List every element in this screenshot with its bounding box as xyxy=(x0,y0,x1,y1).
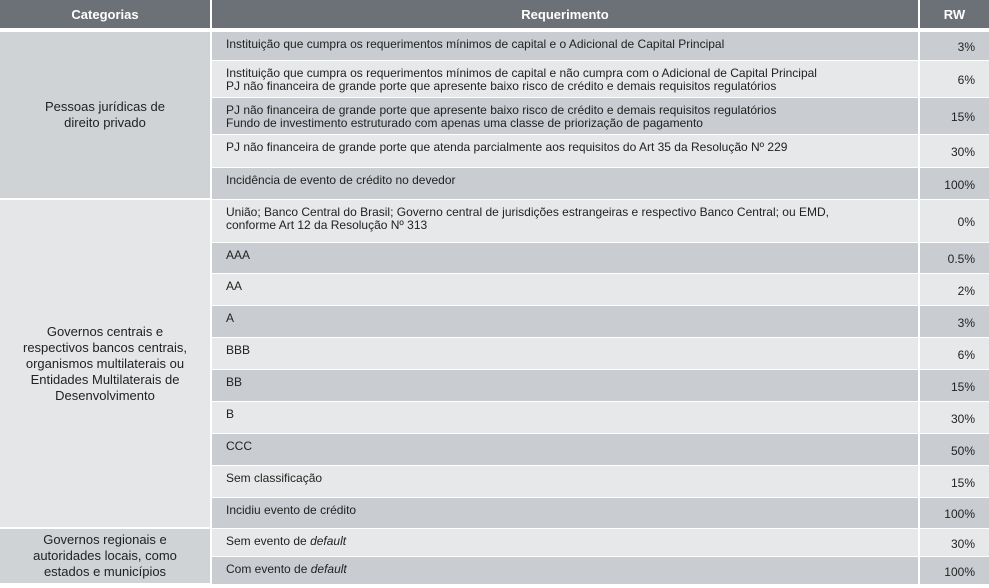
rw-cell: 30% xyxy=(919,528,989,556)
category-line: respectivos bancos centrais, xyxy=(22,339,188,355)
requirement-cell xyxy=(211,242,919,273)
requirement-line: AA xyxy=(226,278,243,293)
requirement-line: Incidência de evento de crédito no devedor xyxy=(226,172,456,187)
table-row xyxy=(0,528,989,556)
requirement-italic: default xyxy=(310,533,347,548)
requirement-cell xyxy=(211,465,919,497)
rw-cell: 100% xyxy=(919,556,989,584)
requirement-line: CCC xyxy=(226,438,252,453)
requirement-line: BB xyxy=(226,374,243,389)
rw-cell: 30% xyxy=(919,134,989,167)
category-line: direito privado xyxy=(64,115,146,130)
requirement-cell xyxy=(211,497,919,528)
rw-cell: 0% xyxy=(919,199,989,242)
requirement-line: BBB xyxy=(226,342,251,357)
requirement-cell xyxy=(211,337,919,369)
requirement-cell xyxy=(211,305,919,337)
requirement-cell xyxy=(211,401,919,433)
requirement-cell xyxy=(211,60,919,97)
requirement-line: União; Banco Central do Brasil; Governo central de jurisdições estrangeiras e respectivo Banco Central; ou EMD, xyxy=(226,204,829,219)
requirement-line: Fundo de investimento estruturado com apenas uma classe de priorização de pagamento xyxy=(226,115,703,130)
requirement-line xyxy=(226,535,908,548)
header-categorias: Categorias xyxy=(0,0,211,30)
rw-cell: 6% xyxy=(919,337,989,369)
category-line: Governos centrais e xyxy=(46,323,164,339)
requirement-line: B xyxy=(226,406,235,421)
requirement-cell xyxy=(211,369,919,401)
requirement-line: PJ não financeira de grande porte que apresente baixo risco de crédito e demais requisitos regulatórios xyxy=(226,78,777,93)
requirement-line: conforme Art 12 da Resolução Nº 313 xyxy=(226,217,428,232)
requirement-cell xyxy=(211,30,919,60)
requirement-line: PJ não financeira de grande porte que apresente baixo risco de crédito e demais requisitos regulatórios xyxy=(226,102,777,117)
category-line: autoridades locais, como xyxy=(33,548,177,563)
table-row xyxy=(0,30,989,60)
requirement-cell xyxy=(211,199,919,242)
rw-cell: 6% xyxy=(919,60,989,97)
category-line: Governos regionais e xyxy=(43,532,167,547)
category-line: Pessoas jurídicas de xyxy=(45,99,165,114)
requirement-text: Com evento de xyxy=(226,561,311,576)
requirement-line xyxy=(226,563,908,576)
requirement-cell xyxy=(211,528,919,556)
requirement-line: Sem classificação xyxy=(226,470,323,485)
requirement-line: PJ não financeira de grande porte que atenda parcialmente aos requisitos do Art 35 da Resolução Nº 229 xyxy=(226,139,788,154)
rw-cell: 15% xyxy=(919,369,989,401)
table-row xyxy=(0,199,989,242)
rw-cell: 3% xyxy=(919,305,989,337)
rw-cell: 50% xyxy=(919,433,989,465)
header-row xyxy=(0,0,989,30)
requirement-cell xyxy=(211,433,919,465)
requirement-cell xyxy=(211,97,919,134)
category-line: Desenvolvimento xyxy=(55,387,155,403)
category-line: Entidades Multilaterais de xyxy=(30,371,180,387)
header-rw: RW xyxy=(919,0,989,30)
header-requerimento: Requerimento xyxy=(211,0,919,30)
requirement-cell xyxy=(211,167,919,199)
rw-cell: 15% xyxy=(919,97,989,134)
requirement-cell xyxy=(211,556,919,584)
rw-cell: 15% xyxy=(919,465,989,497)
category-cell xyxy=(0,199,211,528)
requirement-line: A xyxy=(226,310,235,325)
requirement-line: Instituição que cumpra os requerimentos mínimos de capital e o Adicional de Capital Principal xyxy=(226,37,725,51)
category-line: estados e municípios xyxy=(43,564,167,579)
requirement-line: Instituição que cumpra os requerimentos mínimos de capital e não cumpra com o Adicional de Capital Principal xyxy=(226,65,817,80)
requirement-italic: default xyxy=(310,561,347,576)
category-cell xyxy=(0,528,211,584)
rw-cell: 0.5% xyxy=(919,242,989,273)
requirement-cell xyxy=(211,273,919,305)
requirement-line: Incidiu evento de crédito xyxy=(226,502,357,517)
category-cell xyxy=(0,30,211,199)
requirement-line: AAA xyxy=(226,247,251,262)
category-line: organismos multilaterais ou xyxy=(25,355,185,371)
rw-cell: 2% xyxy=(919,273,989,305)
rw-cell: 100% xyxy=(919,167,989,199)
requirement-text: Sem evento de xyxy=(226,533,311,548)
rw-cell: 30% xyxy=(919,401,989,433)
rw-cell: 3% xyxy=(919,30,989,60)
rw-cell: 100% xyxy=(919,497,989,528)
requirement-cell xyxy=(211,134,919,167)
